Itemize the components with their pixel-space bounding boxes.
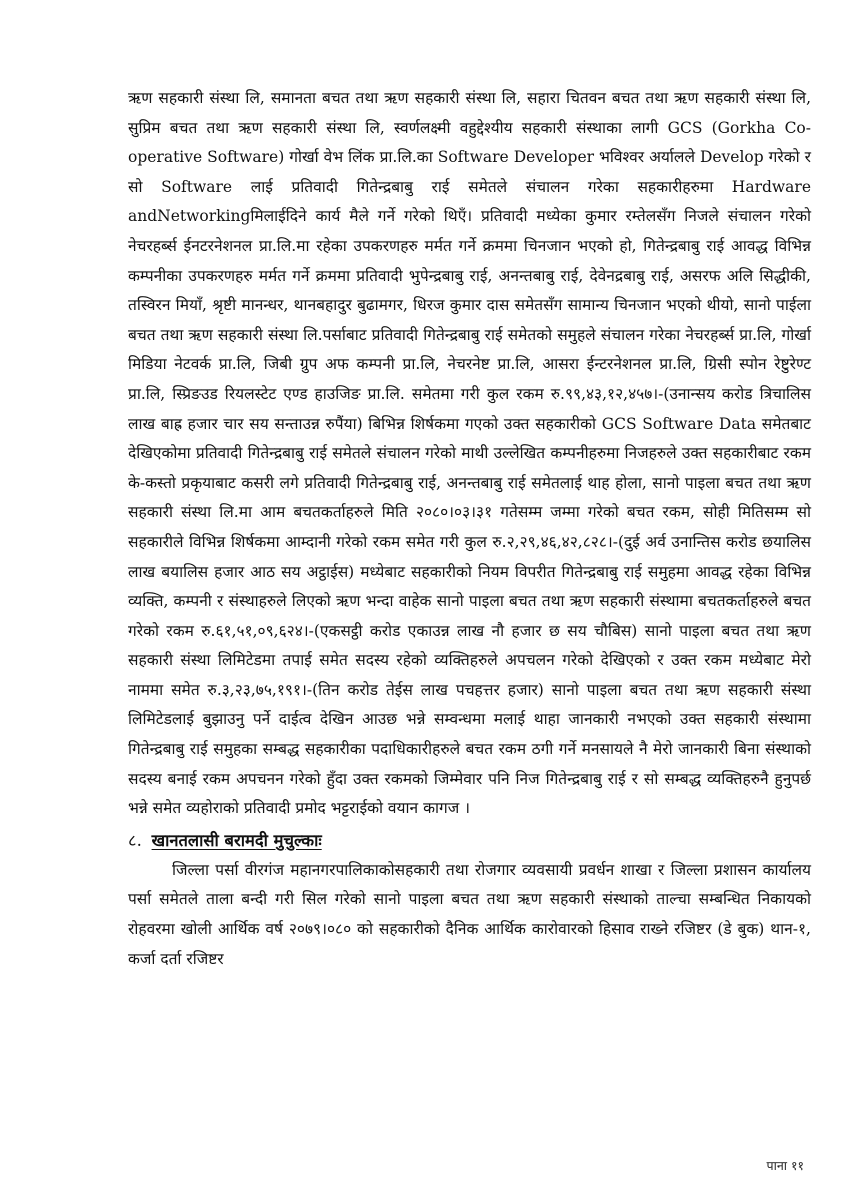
document-body: [128, 84, 811, 974]
section-heading: [128, 826, 811, 856]
section-title: खानतलासी बरामदी मुचुल्काः: [151, 830, 322, 850]
section-number: ८.: [128, 830, 142, 850]
page-number: पाना ११: [766, 1158, 804, 1173]
body-paragraph-1: ऋण सहकारी संस्था लि, समानता बचत तथा ऋण सहकारी संस्था लि, सहारा चितवन बचत तथा ऋण सहकारी संस्था लि, सुप्रिम बचत तथा ऋण सहकारी संस्था लि, स्वर्णलक्ष्मी वहुद्देश्यीय सहकारी संस्थाका लागी GCS (Gorkha Co-operative Software) गोर्खा वेभ लिंक प्रा.लि.का Software Developer भविश्वर अर्यालले Develop गरेको र सो Software लाई प्रतिवादी गितेन्द्रबाबु राई समेतले संचालन गरेका सहकारीहरुमा Hardware andNetworkingमिलाईदिने कार्य मैले गर्ने गरेको थिएँ। प्रतिवादी मध्येका कुमार रम्तेलसँग निजले संचालन गरेको नेचरहर्ब्स ईनटरनेशनल प्रा.लि.मा रहेका उपकरणहरु मर्मत गर्ने क्रममा चिनजान भएको हो, गितेन्द्रबाबु राई आवद्ध विभिन्न कम्पनीका उपकरणहरु मर्मत गर्ने क्रममा प्रतिवादी भुपेन्द्रबाबु राई, अनन्तबाबु राई, देवेनद्रबाबु राई, असरफ अलि सिद्धीकी, तस्विरन मियाँ, श्रृष्टी मानन्धर, थानबहादुर बुढामगर, धिरज कुमार दास समेतसँग सामान्य चिनजान भएको थीयो, सानो पाईला बचत तथा ऋण सहकारी संस्था लि.पर्साबाट प्रतिवादी गितेन्द्रबाबु राई समेतको समुहले संचालन गरेका नेचरहर्ब्स प्रा.लि, गोर्खा मिडिया नेटवर्क प्रा.लि, जिबी ग्रुप अफ कम्पनी प्रा.लि, नेचरनेष्ट प्रा.लि, आसरा ईन्टरनेशनल प्रा.लि, ग्रिसी स्पोन रेष्टुरेण्ट प्रा.लि, स्प्रिङउड रियलस्टेट एण्ड हाउजिङ प्रा.लि. समेतमा गरी कुल रकम रु.९९,४३,१२,४५७।-(उनान्सय करोड त्रिचालिस लाख बाह्र हजार चार सय सन्ताउन्न रुपैंया) बिभिन्न शिर्षकमा गएको उक्त सहकारीको GCS Software Data समेतबाट देखिएकोमा प्रतिवादी गितेन्द्रबाबु राई समेतले संचालन गरेको माथी उल्लेखित कम्पनीहरुमा निजहरुले उक्त सहकारीबाट रकम के-कस्तो प्रकृयाबाट कसरी लगे प्रतिवादी गितेन्द्रबाबु राई, अनन्तबाबु राई समेतलाई थाह होला, सानो पाइला बचत तथा ऋण सहकारी संस्था लि.मा आम बचतकर्ताहरुले मिति २०८०।०३।३१ गतेसम्म जम्मा गरेको बचत रकम, सोही मितिसम्म सो सहकारीले विभिन्न शिर्षकमा आम्दानी गरेको रकम समेत गरी कुल रु.२,२९,४६,४२,८२८।-(दुई अर्व उनान्तिस करोड छयालिस लाख बयालिस हजार आठ सय अट्ठाईस) मध्येबाट सहकारीको नियम विपरीत गितेन्द्रबाबु राई समुहमा आवद्ध रहेका विभिन्न व्यक्ति, कम्पनी र संस्थाहरुले लिएको ऋण भन्दा वाहेक सानो पाइला बचत तथा ऋण सहकारी संस्थामा बचतकर्ताहरुले बचत गरेको रकम रु.६१,५१,०९,६२४।-(एकसट्ठी करोड एकाउन्न लाख नौ हजार छ सय चौबिस) सानो पाइला बचत तथा ऋण सहकारी संस्था लिमिटेडमा तपाई समेत सदस्य रहेको व्यक्तिहरुले अपचलन गरेको देखिएको र उक्त रकम मध्येबाट मेरो नाममा समेत रु.३,२३,७५,१९१।-(तिन करोड तेईस लाख पचहत्तर हजार) सानो पाइला बचत तथा ऋण सहकारी संस्था लिमिटेडलाई बुझाउनु पर्ने दाईत्व देखिन आउछ भन्ने सम्वन्धमा मलाई थाहा जानकारी नभएको उक्त सहकारी संस्थामा गितेन्द्रबाबु राई समुहका सम्बद्ध सहकारीका पदाधिकारीहरुले बचत रकम ठगी गर्ने मनसायले नै मेरो जानकारी बिना संस्थाको सदस्य बनाई रकम अपचनन गरेको हुँदा उक्त रकमको जिम्मेवार पनि निज गितेन्द्रबाबु राई र सो सम्बद्ध व्यक्तिहरुनै हुनुपर्छ भन्ने समेत व्यहोराको प्रतिवादी प्रमोद भट्टराईको वयान कागज ।: [128, 89, 811, 818]
body-paragraph-2: जिल्ला पर्सा वीरगंज महानगरपालिकाकोसहकारी तथा रोजगार व्यवसायी प्रवर्धन शाखा र जिल्ला प्रशासन कार्यालय पर्सा समेतले ताला बन्दी गरी सिल गरेको सानो पाइला बचत तथा ऋण सहकारी संस्थाको ताल्चा सम्बन्धित निकायको रोहवरमा खोली आर्थिक वर्ष २०७९।०८० को सहकारीको दैनिक आर्थिक कारोवारको हिसाव राख्ने रजिष्टर (डे बुक) थान-१, कर्जा दर्ता रजिष्टर: [128, 860, 811, 968]
